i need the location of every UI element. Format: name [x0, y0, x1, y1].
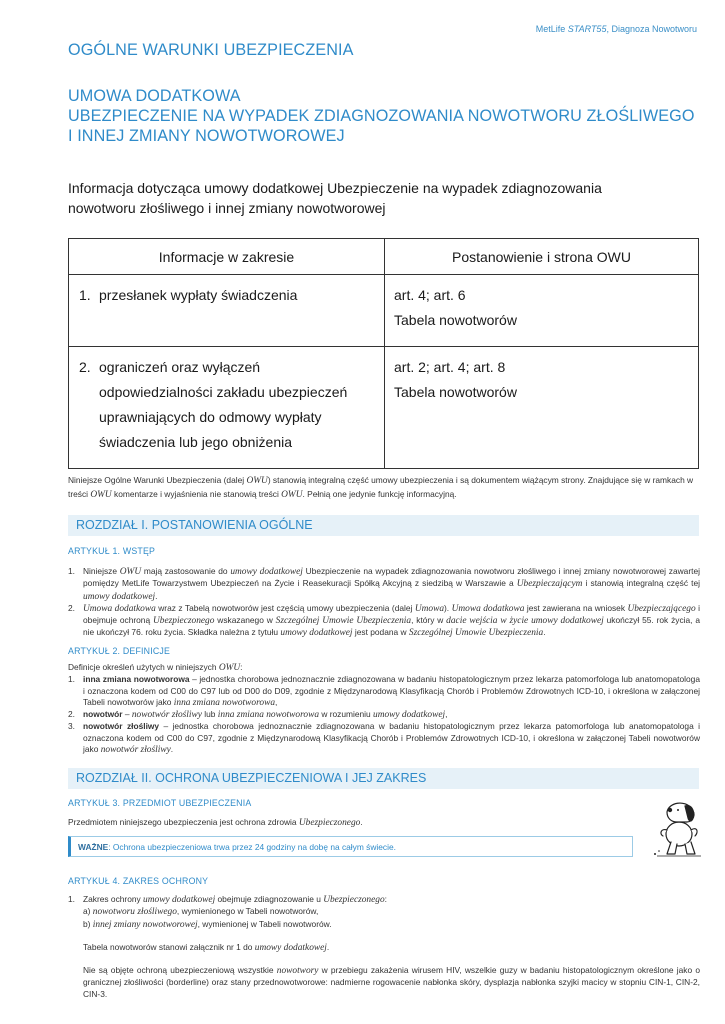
article-1-text — [68, 566, 700, 640]
list-item: b) innej zmiany nowotworowej, wymienionej w Tabeli nowotworów. — [83, 918, 332, 930]
table-row — [69, 347, 699, 469]
document-title: OGÓLNE WARUNKI UBEZPIECZENIA — [68, 41, 354, 59]
section-heading-2: ROZDZIAŁ II. OCHRONA UBEZPIECZENIOWA I JEJ ZAKRES — [68, 768, 699, 789]
info-table — [68, 238, 699, 469]
article-2-text: Definicje określeń użytych w niniejszych OWU: 1. inna zmiana nowotworowa – jednostka chorobowa jednoznacznie zdiagnozowana w badaniu histopatologicznym przez lekarza patomorfologa lub anatomopatologa i oznaczona kodem od C00 do C97 lub od D00 do D09, zgodnie z Międzynarodową Klasyfikacją Chorób i Problemów Zdrowotnych ICD-10, i określona w załączonej Tabeli nowotworów jako inna zmiana nowotworowa, 2. nowotwór – nowotwór złośliwy lub inna zmiana nowotworowa w rozumieniu umowy dodatkowej, 3. nowotwór złośliwy – jednostka chorobowa jednoznacznie zdiagnozowana w badaniu histopatologicznym przez lekarza patomorfologa lub anatomopatologa i oznaczona kodem od C00 do C97, zgodnie z Międzynarodową Klasyfikacją Chorób i Problemów Zdrowotnych ICD-10, i określona w załączonej Tabeli nowotworów jako nowotwór złośliwy. — [68, 662, 701, 756]
subtitle-line-3: I INNEJ ZMIANY NOWOTWOROWEJ — [68, 127, 345, 145]
article-3-text: Przedmiotem niniejszego ubezpieczenia jest ochrona zdrowia Ubezpieczonego. — [68, 817, 363, 828]
list-item: 1. Zakres ochrony umowy dodatkowej obejmuje zdiagnozowanie u Ubezpieczonego: a) nowotworu złośliwego, wymienionego w Tabeli nowotworów, b) innej zmiany nowotworowej, wymienionej w Tabeli nowotworów. Tabela nowotworów stanowi załącznik nr 1 do umowy dodatkowej. Nie są objęte ochroną ubezpieczeniową wszystkie nowotwory w przebiegu zakażenia wirusem HIV, wszelkie guzy w badaniu histopatologicznym określone jako o granicznej złośliwości (borderline) oraz stany przednowotworowe: nadmierne rogowacenie nabłonka skóry, dysplazja nabłonka szyjki macicy w stopniu CIN-1, CIN-2, CIN-3. — [68, 894, 700, 999]
list-item: 1. inna zmiana nowotworowa – jednostka chorobowa jednoznacznie zdiagnozowana w badaniu histopatologicznym przez lekarza patomorfologa lub anatomopatologa i oznaczona kodem od C00 do C97 lub od D00 do D09, zgodnie z Międzynarodową Klasyfikacją Chorób i Problemów Zdrowotnych ICD-10, i określona w załączonej Tabeli nowotworów jako inna zmiana nowotworowa, — [68, 674, 700, 708]
row-table-ref: Tabela nowotworów — [394, 384, 517, 400]
list-item: 3. nowotwór złośliwy – jednostka chorobowa jednoznacznie zdiagnozowana w badaniu histopatologicznym przez lekarza patomorfologa lub anatomopatologa i oznaczona kodem od C00 do C97, zgodnie z Międzynarodową Klasyfikacją Chorób i Problemów Zdrowotnych ICD-10, i określona w załączonej Tabeli nowotworów jako nowotwór złośliwy. — [68, 721, 701, 756]
row-table-ref: Tabela nowotworów — [394, 312, 517, 328]
info-table-header: Informacje w zakresie — [69, 239, 385, 275]
owu-note: Niniejsze Ogólne Warunki Ubezpieczenia (dalej OWU) stanowią integralną część umowy ubezpieczenia i są dokumentem wiążącym strony. Znajdujące się w ramkach w treści OWU komentarze i wyjaśnienia nie stanowią treści OWU. Pełnią one jedynie funkcję informacyjną. — [68, 475, 694, 500]
subtitle-line-1: UMOWA DODATKOWA — [68, 87, 241, 105]
row-articles: art. 4; art. 6 — [394, 287, 466, 303]
article-4-title: ARTYKUŁ 4. ZAKRES OCHRONY — [68, 876, 209, 886]
row-number: 2. — [79, 359, 91, 375]
snoopy-illustration-icon — [637, 796, 703, 862]
row-number: 1. — [79, 287, 91, 303]
article-2-title: ARTYKUŁ 2. DEFINICJE — [68, 646, 171, 656]
subtitle-line-2: UBEZPIECZENIE NA WYPADEK ZDIAGNOZOWANIA NOWOTWORU ZŁOŚLIWEGO — [68, 107, 695, 125]
important-note: WAŻNE: Ochrona ubezpieczeniowa trwa przez 24 godziny na dobę na całym świecie. — [68, 836, 633, 857]
section-heading-1: ROZDZIAŁ I. POSTANOWIENIA OGÓLNE — [68, 515, 699, 536]
article-1-title: ARTYKUŁ 1. WSTĘP — [68, 546, 156, 556]
row-scope: przesłanek wypłaty świadczenia — [99, 287, 298, 303]
list-item: a) nowotworu złośliwego, wymienionego w Tabeli nowotworów, — [83, 906, 319, 918]
row-scope: ograniczeń oraz wyłączeń odpowiedzialności zakładu ubezpieczeń uprawniających do odmowy wypłaty świadczenia lub jego obniżenia — [99, 359, 348, 450]
article-4-text — [68, 894, 700, 1000]
brand-header: MetLife START55, Diagnoza Nowotworu — [535, 24, 697, 34]
table-row — [69, 275, 699, 347]
list-item: 2. nowotwór – nowotwór złośliwy lub inna zmiana nowotworowa w rozumieniu umowy dodatkowej, — [68, 709, 448, 721]
article-3-title: ARTYKUŁ 3. PRZEDMIOT UBEZPIECZENIA — [68, 798, 252, 808]
list-item: 2. Umowa dodatkowa wraz z Tabelą nowotworów jest częścią umowy ubezpieczenia (dalej Umowa). Umowa dodatkowa jest zawierana na wniosek Ubezpieczającego i obejmuje ochroną Ubezpieczonego wskazanego w Szczególnej Umowie Ubezpieczenia, który w dacie wejścia w życie umowy dodatkowej ukończył 55. rok życia, a nie ukończył 76. roku życia. Składka należna z tytułu umowy dodatkowej jest podana w Szczególnej Umowie Ubezpieczenia. — [68, 602, 701, 639]
intro-text: Informacja dotycząca umowy dodatkowej Ubezpieczenie na wypadek zdiagnozowania nowotworu złośliwego i innej zmiany nowotworowej — [68, 180, 602, 216]
row-articles: art. 2; art. 4; art. 8 — [394, 359, 506, 375]
list-item: 1. Niniejsze OWU mają zastosowanie do umowy dodatkowej Ubezpieczenie na wypadek zdiagnozowania nowotworu złośliwego i innej zmiany nowotworowej zawartej pomiędzy MetLife Towarzystwem Ubezpieczeń na Życie i Reasekuracji Spółką Akcyjną z siedzibą w Warszawie a Ubezpieczającym i stanowią integralną część tej umowy dodatkowej. — [68, 566, 700, 602]
info-table-header: Postanowienie i strona OWU — [385, 239, 699, 275]
